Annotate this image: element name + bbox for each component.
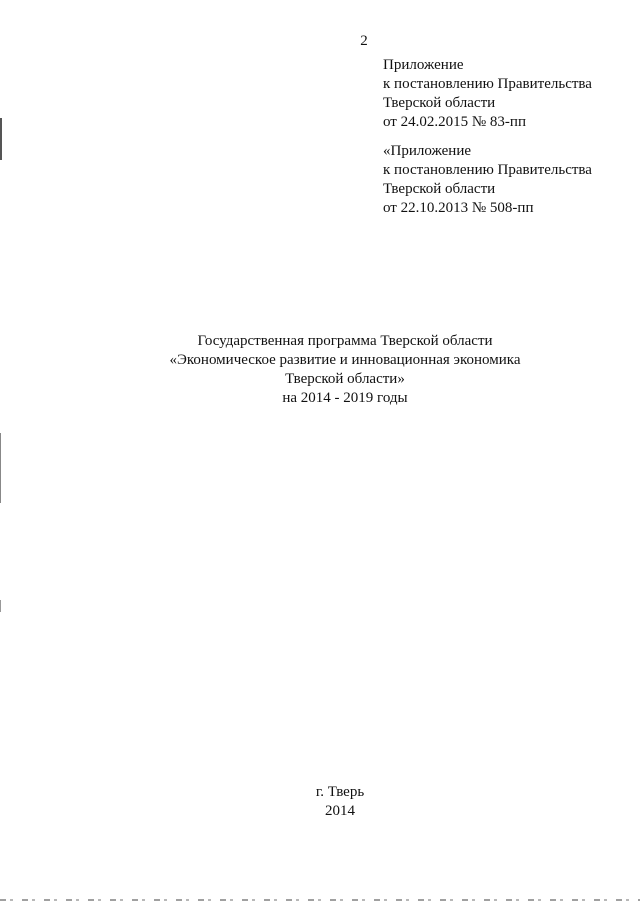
annex-line: к постановлению Правительства — [383, 76, 592, 92]
program-title-line: Тверской области» — [285, 371, 405, 387]
footer-place-date — [260, 783, 420, 821]
footer-city: г. Тверь — [315, 784, 365, 800]
annex-line: «Приложение — [383, 143, 472, 159]
annex-line: Приложение — [383, 57, 464, 73]
scan-bottom-artifact — [0, 899, 640, 901]
footer-year: 2014 — [325, 803, 355, 819]
annex-line: от 24.02.2015 № 83-пп — [383, 114, 526, 130]
annex-block-original — [383, 142, 623, 218]
program-title-line: Государственная программа Тверской области — [197, 333, 493, 349]
scan-edge-mark — [0, 600, 1, 612]
annex-line: от 22.10.2013 № 508-пп — [383, 200, 534, 216]
annex-line: Тверской области — [383, 181, 496, 197]
program-title-line: на 2014 - 2019 годы — [282, 390, 408, 406]
page-number: 2 — [360, 33, 368, 49]
program-title — [120, 332, 570, 408]
program-title-line: «Экономическое развитие и инновационная экономика — [169, 352, 521, 368]
scan-edge-mark — [0, 433, 1, 503]
scan-edge-mark — [0, 118, 2, 160]
annex-line: Тверской области — [383, 95, 496, 111]
annex-line: к постановлению Правительства — [383, 162, 592, 178]
annex-block-current — [383, 56, 623, 132]
